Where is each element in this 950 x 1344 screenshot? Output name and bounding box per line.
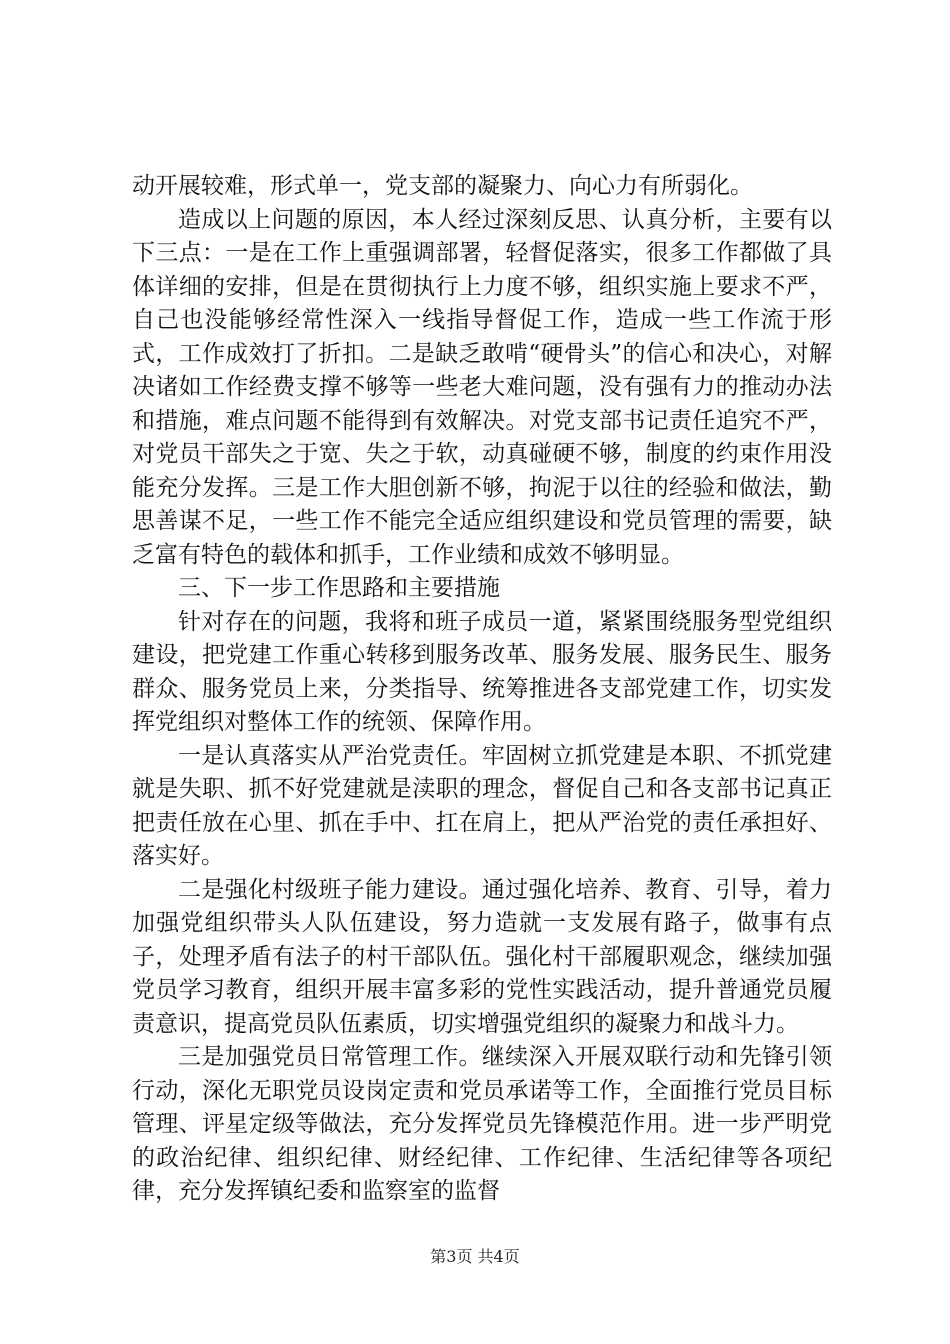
paragraph-measure-three: 三是加强党员日常管理工作。继续深入开展双联行动和先锋引领行动，深化无职党员设岗定责和党员承诺等工作，全面推行党员目标管理、评星定级等做法，充分发挥党员先锋模范作用。进一步严明党的政治纪律、组织纪律、财经纪律、工作纪律、生活纪律等各项纪律，充分发挥镇纪委和监察室的监督 [132,1044,832,1204]
paragraph-causes: 造成以上问题的原因，本人经过深刻反思、认真分析，主要有以下三点：一是在工作上重强调部署，轻督促落实，很多工作都做了具体详细的安排，但是在贯彻执行上力度不够，组织实施上要求不严，自己也没能够经常性深入一线指导督促工作，造成一些工作流于形式，工作成效打了折扣。二是缺乏敢啃“硬骨头”的信心和决心，对解决诸如工作经费支撑不够等一些老大难问题，没有强有力的推动办法和措施，难点问题不能得到有效解决。对党支部书记责任追究不严，对党员干部失之于宽、失之于软，动真碰硬不够，制度的约束作用没能充分发挥。三是工作大胆创新不够，拘泥于以往的经验和做法，勤思善谋不足，一些工作不能完全适应组织建设和党员管理的需要，缺乏富有特色的载体和抓手，工作业绩和成效不够明显。 [132,206,832,568]
document-body [132,170,832,1209]
section-heading: 三、下一步工作思路和主要措施 [178,575,500,601]
paragraph-continued: 动开展较难，形式单一，党支部的凝聚力、向心力有所弱化。 [132,173,753,199]
paragraph-measures-intro: 针对存在的问题，我将和班子成员一道，紧紧围绕服务型党组织建设，把党建工作重心转移到服务改革、服务发展、服务民生、服务群众、服务党员上来，分类指导、统筹推进各支部党建工作，切实发挥党组织对整体工作的统领、保障作用。 [132,608,832,735]
paragraph-measure-one: 一是认真落实从严治党责任。牢固树立抓党建是本职、不抓党建就是失职、抓不好党建就是渎职的理念，督促自己和各支部书记真正把责任放在心里、抓在手中、扛在肩上，把从严治党的责任承担好、落实好。 [132,742,832,869]
page-number-footer: 第3页 共4页 [430,1247,520,1266]
paragraph-measure-two: 二是强化村级班子能力建设。通过强化培养、教育、引导，着力加强党组织带头人队伍建设，努力造就一支发展有路子，做事有点子，处理矛盾有法子的村干部队伍。强化村干部履职观念，继续加强党员学习教育，组织开展丰富多彩的党性实践活动，提升普通党员履责意识，提高党员队伍素质，切实增强党组织的凝聚力和战斗力。 [132,876,832,1037]
